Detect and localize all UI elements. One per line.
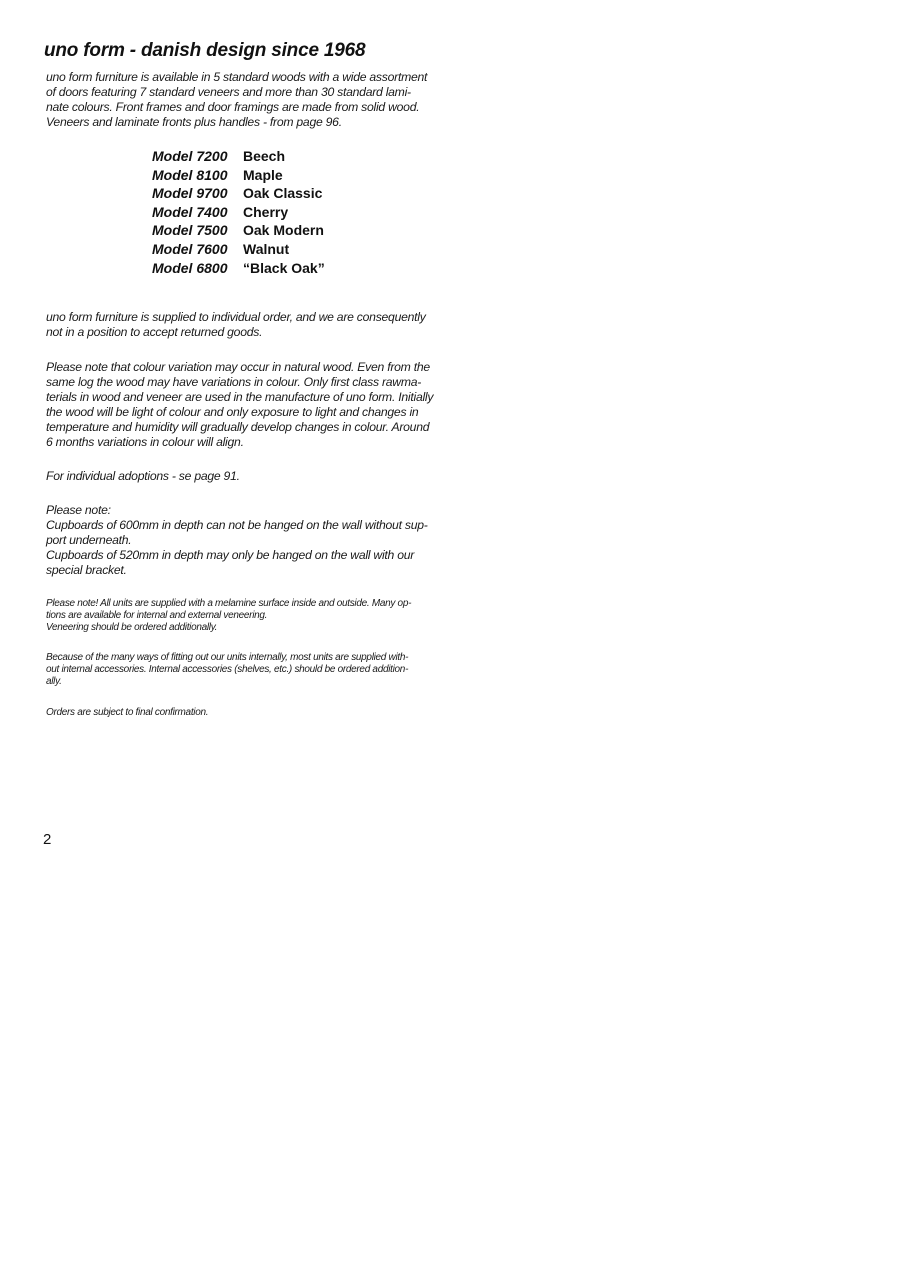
melamine-paragraph [46, 598, 426, 634]
accessories-line: out internal accessories. Internal accessories (shelves, etc.) should be ordered addition- [46, 664, 409, 675]
confirmation-paragraph [46, 707, 426, 719]
model-row [152, 221, 325, 240]
colour-line: 6 months variations in colour will align. [46, 435, 244, 449]
page-number: 2 [43, 831, 52, 848]
supply-line: not in a position to accept returned goods. [46, 325, 263, 339]
model-wood: Maple [243, 166, 283, 183]
accessories-line: ally. [46, 676, 62, 687]
model-row [152, 259, 325, 278]
model-name: Model 7200 [152, 148, 228, 164]
model-list [152, 147, 325, 277]
intro-line: Veneers and laminate fronts plus handles - from page 96. [46, 115, 342, 129]
adoptions-line: For individual adoptions - se page 91. [46, 469, 240, 483]
colour-paragraph [46, 360, 434, 450]
model-wood: Oak Modern [243, 222, 324, 239]
cupboard-line: special bracket. [46, 563, 127, 577]
model-row [152, 240, 325, 259]
colour-line: Please note that colour variation may occur in natural wood. Even from the [46, 360, 430, 374]
melamine-line: tions are available for internal and external veneering. [46, 610, 268, 621]
model-name: Model 7500 [152, 222, 228, 239]
cupboard-paragraph [46, 503, 426, 578]
colour-line: terials in wood and veneer are used in the manufacture of uno form. Initially [46, 390, 434, 404]
model-row [152, 147, 325, 166]
melamine-line: Veneering should be ordered additionally. [46, 622, 218, 633]
confirmation-line: Orders are subject to final confirmation. [46, 707, 209, 718]
supply-line: uno form furniture is supplied to individual order, and we are consequently [46, 310, 426, 324]
model-wood: Cherry [243, 203, 289, 220]
cupboard-line: Cupboards of 520mm in depth may only be hanged on the wall with our [46, 548, 415, 562]
accessories-line: Because of the many ways of fitting out our units internally, most units are supplied with- [46, 652, 409, 663]
intro-line: uno form furniture is available in 5 standard woods with a wide assortment [46, 70, 428, 84]
cupboard-line: port underneath. [46, 533, 132, 547]
colour-line: temperature and humidity will gradually develop changes in colour. Around [46, 420, 430, 434]
cupboard-line: Cupboards of 600mm in depth can not be hanged on the wall without sup- [46, 518, 428, 532]
page-title: uno form - danish design since 1968 [44, 40, 366, 61]
cupboard-line: Please note: [46, 503, 111, 517]
model-name: Model 7400 [152, 203, 228, 220]
model-row [152, 166, 325, 185]
model-wood: Walnut [243, 240, 290, 257]
intro-line: of doors featuring 7 standard veneers and more than 30 standard lami- [46, 85, 411, 99]
model-wood: Beech [243, 148, 286, 164]
colour-line: the wood will be light of colour and only exposure to light and changes in [46, 405, 419, 419]
supply-paragraph [46, 310, 426, 340]
adoptions-paragraph [46, 469, 426, 484]
model-row [152, 184, 325, 203]
intro-paragraph [46, 70, 426, 130]
intro-line: nate colours. Front frames and door framings are made from solid wood. [46, 100, 420, 114]
colour-line: same log the wood may have variations in colour. Only first class rawma- [46, 375, 422, 389]
model-wood: “Black Oak” [243, 259, 325, 276]
accessories-paragraph [46, 652, 426, 688]
model-name: Model 6800 [152, 259, 228, 276]
model-name: Model 9700 [152, 185, 228, 202]
model-row [152, 203, 325, 222]
model-name: Model 8100 [152, 166, 228, 183]
melamine-line: Please note! All units are supplied with a melamine surface inside and outside. Many op- [46, 598, 412, 609]
model-name: Model 7600 [152, 240, 228, 257]
model-wood: Oak Classic [243, 185, 323, 202]
